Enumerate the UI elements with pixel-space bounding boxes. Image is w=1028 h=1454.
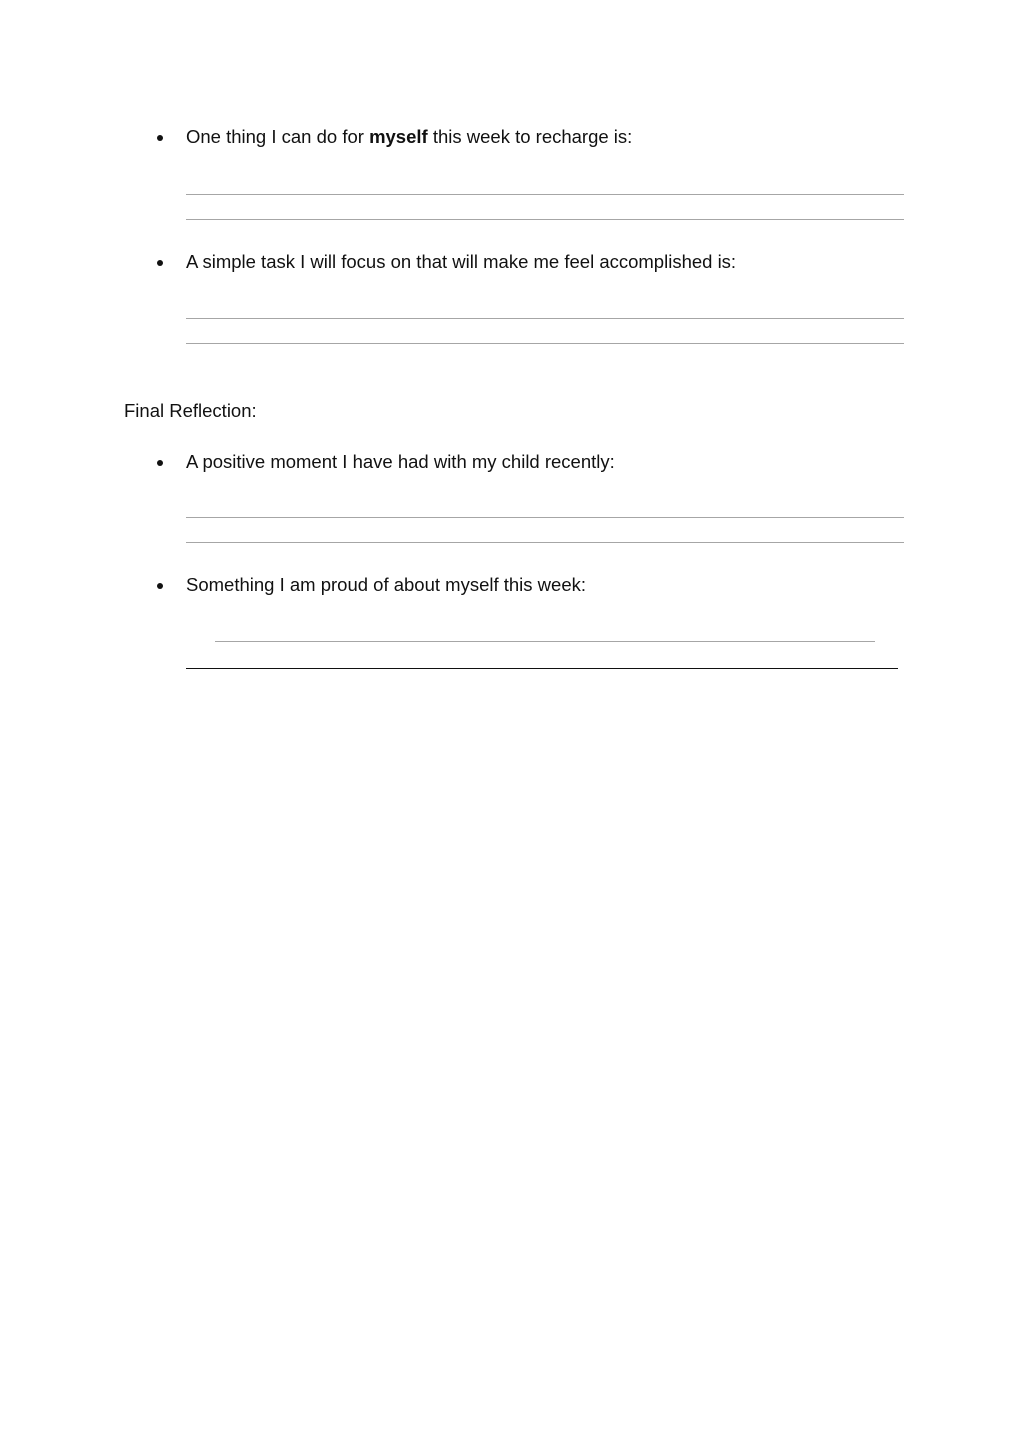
- answer-line[interactable]: [186, 542, 904, 543]
- final-reflection-heading: Final Reflection:: [124, 400, 257, 421]
- prompt-positive-moment: A positive moment I have had with my child recently:: [186, 451, 615, 472]
- bullet-icon: [157, 583, 163, 589]
- bullet-icon: [157, 135, 163, 141]
- prompt-recharge: [186, 126, 632, 148]
- answer-line[interactable]: [186, 517, 904, 518]
- answer-line[interactable]: [215, 641, 875, 642]
- prompt-recharge-bold: myself: [369, 126, 428, 147]
- prompt-simple-task: A simple task I will focus on that will make me feel accomplished is:: [186, 251, 737, 272]
- answer-line-underscore[interactable]: [186, 668, 898, 669]
- prompt-proud-of: Something I am proud of about myself this week:: [186, 574, 587, 595]
- answer-line[interactable]: [186, 343, 904, 344]
- prompt-recharge-text-before: One thing I can do for: [186, 126, 370, 147]
- answer-line[interactable]: [186, 194, 904, 195]
- bullet-icon: [157, 460, 163, 466]
- answer-line[interactable]: [186, 219, 904, 220]
- answer-line[interactable]: [186, 318, 904, 319]
- bullet-icon: [157, 260, 163, 266]
- prompt-recharge-text-after: this week to recharge is:: [427, 126, 633, 147]
